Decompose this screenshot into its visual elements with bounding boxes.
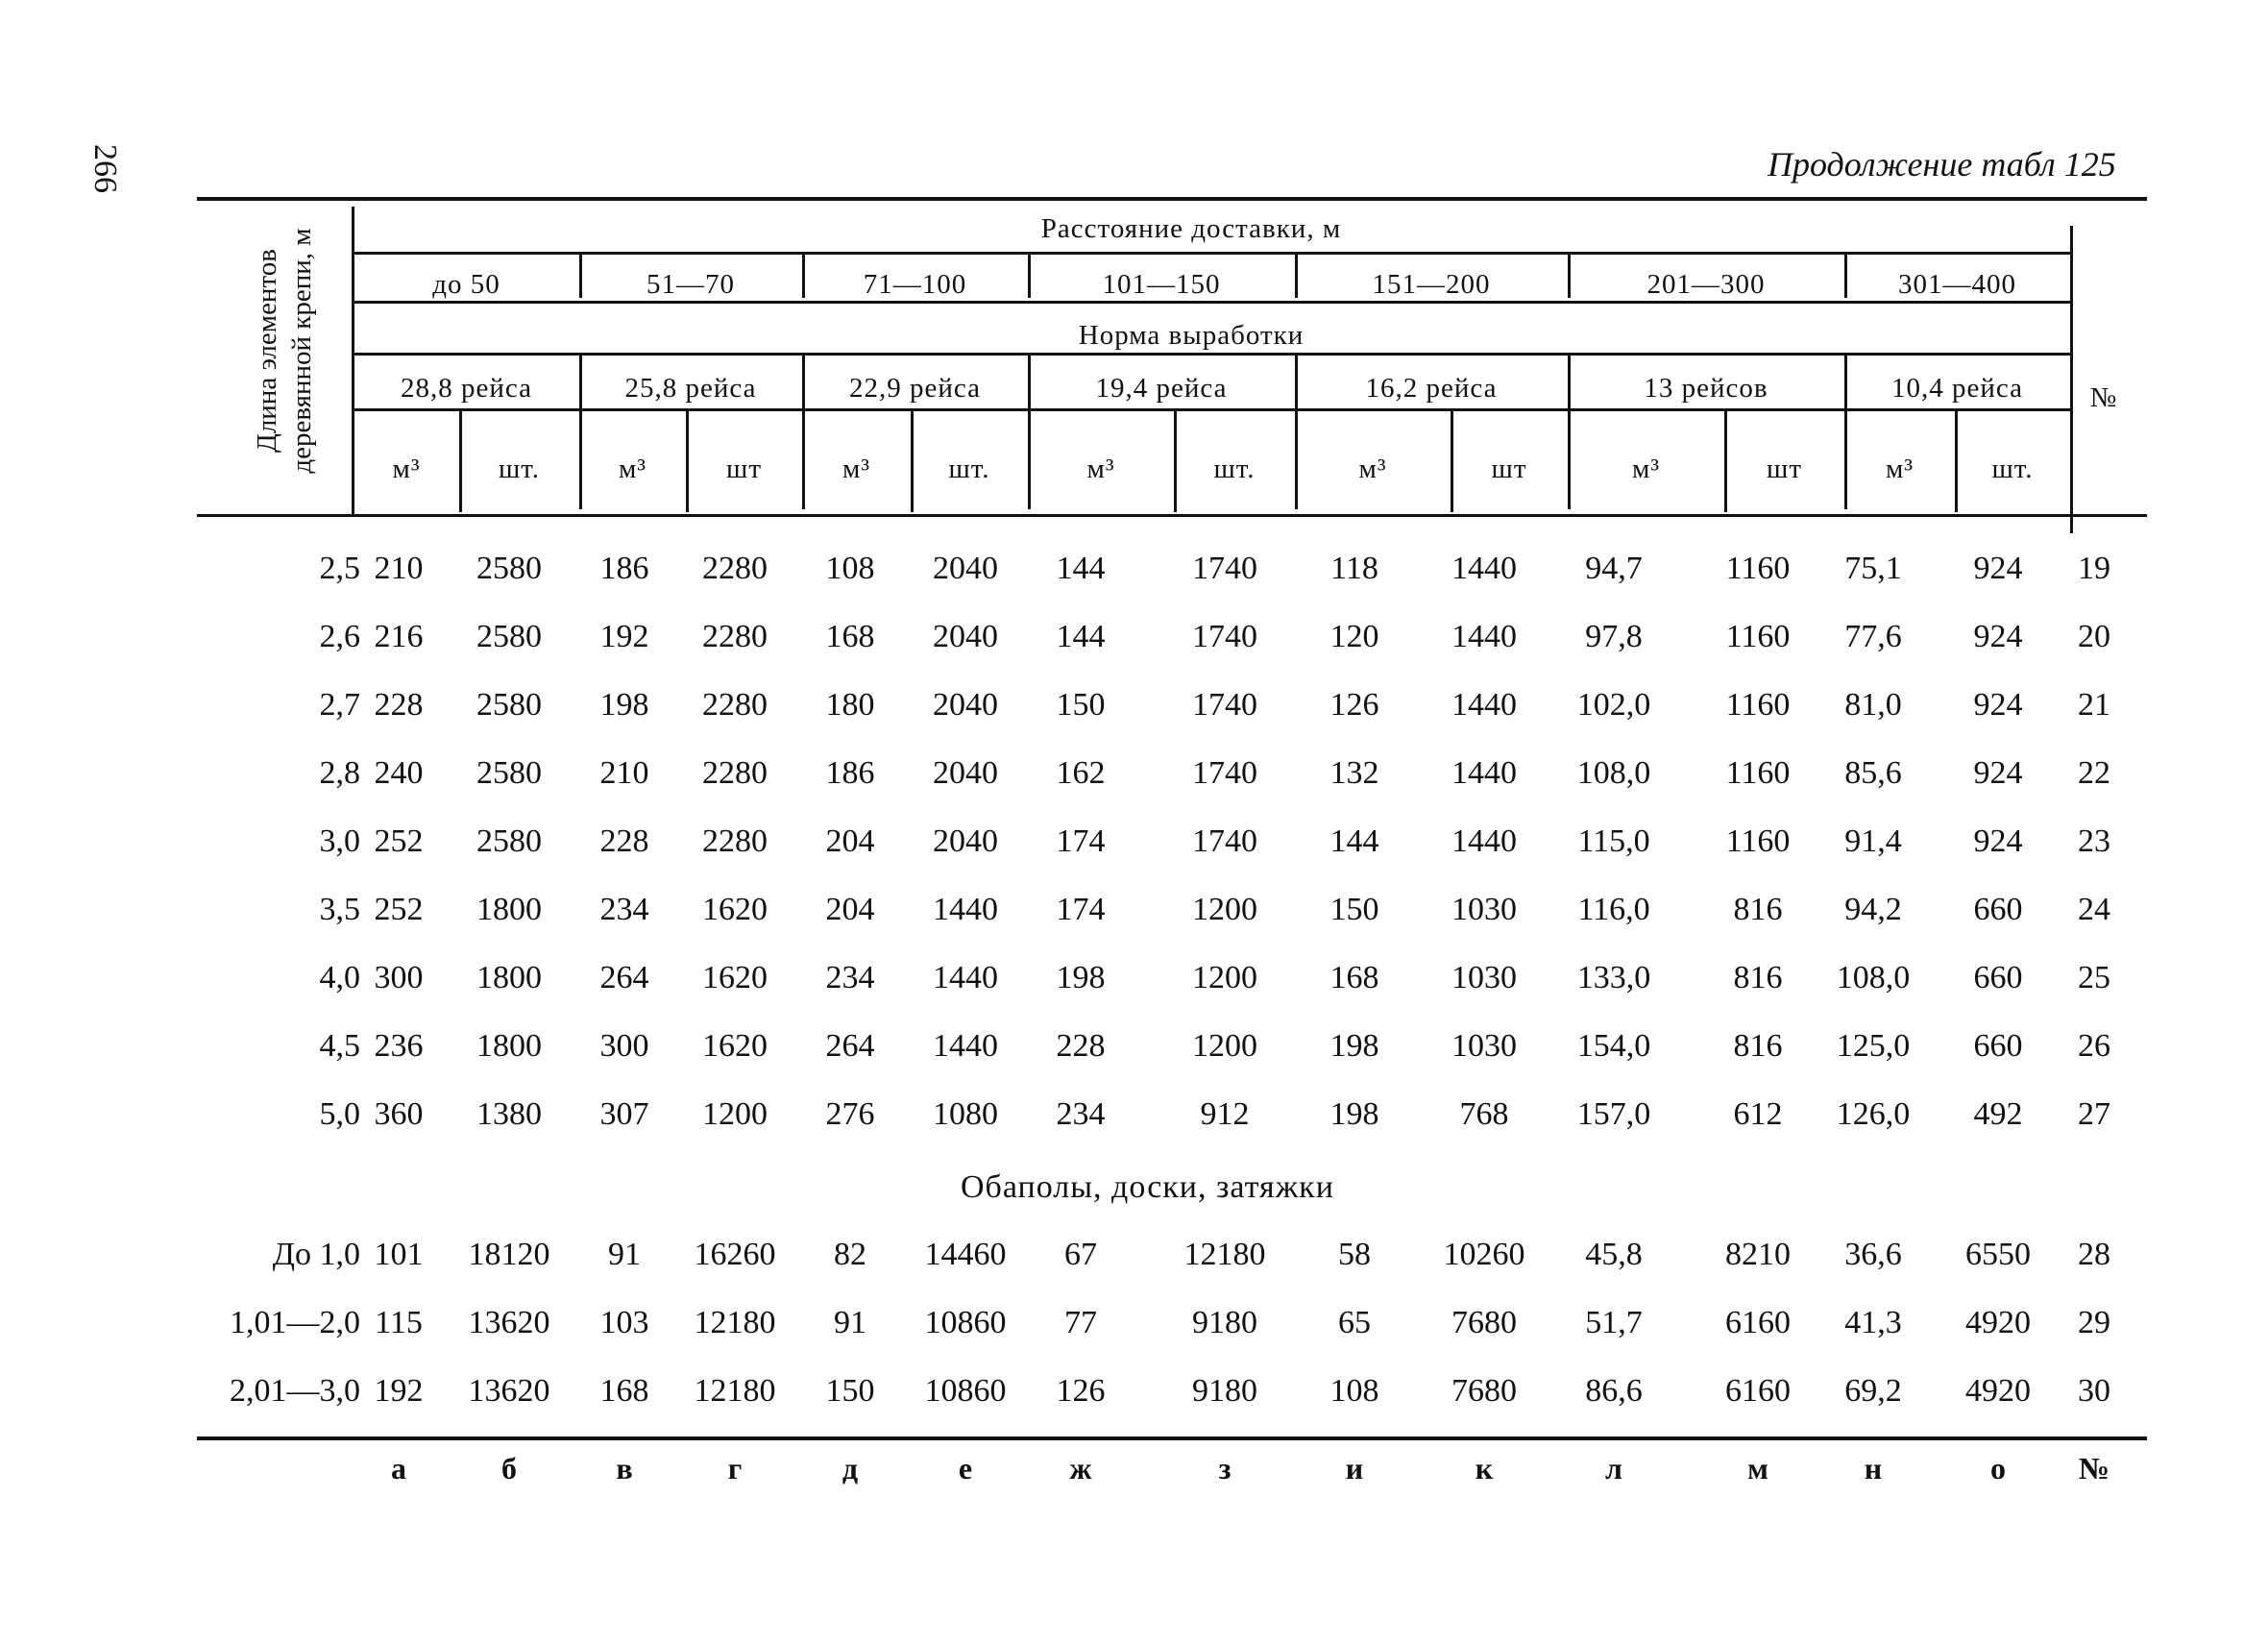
table-row2-cell: 115	[375, 1305, 423, 1340]
table-row-cell: 4,0	[319, 960, 360, 995]
unit-label: м³	[392, 454, 421, 484]
table-row-cell: 108,0	[1576, 755, 1651, 791]
unit-divider	[911, 411, 914, 512]
norm-rule	[354, 353, 2070, 356]
table-row-cell: 2280	[702, 619, 768, 654]
table-row-cell: 924	[1973, 823, 2023, 859]
table-row-cell: 924	[1973, 619, 2023, 654]
table-row-cell: 1440	[933, 892, 998, 927]
distance-group-divider	[1295, 255, 1298, 298]
column-letter: н	[1864, 1451, 1883, 1485]
table-row-cell: 118	[1330, 551, 1378, 586]
table-row-cell: 85,6	[1844, 755, 1902, 791]
table-row-cell: 116,0	[1577, 892, 1650, 927]
table-row-cell: 26	[2078, 1028, 2110, 1064]
table-row-cell: 120	[1329, 619, 1379, 654]
table-row2-cell: 41,3	[1844, 1305, 1902, 1340]
table-row2-cell: 4920	[1965, 1305, 2031, 1340]
column-letter: №	[2078, 1451, 2110, 1485]
table-row-cell: 2040	[933, 619, 998, 654]
table-row-cell: 204	[825, 823, 875, 859]
table-row2-cell: 45,8	[1585, 1237, 1643, 1272]
table-row-cell: 216	[374, 619, 424, 654]
table-row-cell: 2040	[933, 823, 998, 859]
table-row-cell: 1160	[1725, 619, 1791, 654]
distance-title: Расстояние доставки, м	[1040, 213, 1342, 244]
table-row-cell: 2,6	[319, 619, 360, 654]
distance-group: 151—200	[1372, 269, 1491, 300]
table-row2-cell: 126	[1056, 1373, 1106, 1409]
unit-label: м³	[1358, 454, 1387, 484]
table-row2-cell: 51,7	[1585, 1305, 1643, 1340]
norm-title: Норма выработки	[1078, 320, 1305, 351]
unit-divider	[1174, 411, 1177, 512]
table-row2-cell: 2,01—3,0	[230, 1373, 360, 1409]
table-row-cell: 3,5	[319, 892, 360, 927]
table-row-cell: 94,7	[1585, 551, 1643, 586]
table-row-cell: 264	[599, 960, 649, 995]
column-letter: в	[616, 1451, 633, 1485]
table-row-cell: 360	[374, 1096, 424, 1132]
column-letter: г	[727, 1451, 743, 1485]
table-row-cell: 612	[1733, 1096, 1783, 1132]
unit-divider	[1724, 411, 1727, 512]
table-row-cell: 198	[1056, 960, 1106, 995]
table-row-cell: 25	[2078, 960, 2110, 995]
table-row-cell: 2040	[933, 687, 998, 723]
table-bottom-rule	[197, 1436, 2147, 1440]
header-bottom-rule	[197, 514, 2147, 517]
section2-title: Обаполы, доски, затяжки	[961, 1169, 1334, 1205]
table-row-cell: 2280	[702, 687, 768, 723]
table-row-cell: 1030	[1451, 892, 1517, 927]
table-row-cell: 19	[2078, 551, 2110, 586]
table-row-cell: 2,5	[319, 551, 360, 586]
table-row-cell: 3,0	[319, 823, 360, 859]
table-row-cell: 4,5	[319, 1028, 360, 1064]
table-row-cell: 1200	[1192, 892, 1257, 927]
table-row-cell: 1030	[1451, 1028, 1517, 1064]
table-row-cell: 660	[1973, 1028, 2023, 1064]
table-row2-cell: 6550	[1965, 1237, 2031, 1272]
table-row2-cell: 1,01—2,0	[230, 1305, 360, 1340]
table-row-cell: 198	[1329, 1028, 1379, 1064]
distance-group: 101—150	[1102, 269, 1221, 300]
norm-value: 25,8 рейса	[624, 373, 757, 404]
column-letter: а	[391, 1451, 406, 1485]
table-row2-cell: 6160	[1725, 1373, 1791, 1409]
table-row-cell: 174	[1056, 823, 1106, 859]
table-row-cell: 768	[1459, 1096, 1509, 1132]
table-row-cell: 210	[374, 551, 424, 586]
unit-label: м³	[1086, 454, 1115, 484]
table-row-cell: 912	[1200, 1096, 1250, 1132]
table-row-cell: 21	[2078, 687, 2110, 723]
table-row-cell: 2280	[702, 823, 768, 859]
table-row2-cell: 86,6	[1585, 1373, 1643, 1409]
table-row-cell: 150	[1056, 687, 1106, 723]
table-row2-cell: 6160	[1725, 1305, 1791, 1340]
table-caption: Продолжение табл 125	[1768, 145, 2116, 184]
table-row2-cell: 7680	[1451, 1373, 1517, 1409]
table-row-cell: 1080	[933, 1096, 998, 1132]
table-row-cell: 307	[599, 1096, 649, 1132]
distance-group-divider	[579, 255, 582, 298]
table-row-cell: 168	[825, 619, 875, 654]
table-row-cell: 1160	[1725, 823, 1791, 859]
table-row-cell: 186	[825, 755, 875, 791]
unit-divider	[1451, 411, 1453, 512]
norm-divider	[579, 356, 582, 509]
table-row-cell: 5,0	[319, 1096, 360, 1132]
unit-label: м³	[841, 454, 871, 484]
table-row-cell: 23	[2078, 823, 2110, 859]
table-row-cell: 1200	[702, 1096, 768, 1132]
table-row-cell: 157,0	[1576, 1096, 1651, 1132]
table-row2-cell: 150	[825, 1373, 875, 1409]
table-row-cell: 81,0	[1844, 687, 1902, 723]
table-row-cell: 2,8	[319, 755, 360, 791]
norm-value: 19,4 рейса	[1095, 373, 1228, 404]
table-row2-cell: 192	[374, 1373, 424, 1409]
table-row2-cell: 12180	[1183, 1237, 1266, 1272]
table-row-cell: 252	[374, 823, 424, 859]
table-row2-cell: 30	[2078, 1373, 2110, 1409]
table-row-cell: 1440	[1451, 619, 1517, 654]
unit-label: шт.	[498, 454, 541, 484]
table-row-cell: 1620	[702, 892, 768, 927]
table-row-cell: 174	[1056, 892, 1106, 927]
table-row-cell: 1740	[1192, 619, 1257, 654]
column-letter: б	[501, 1451, 517, 1485]
table-row2-cell: 36,6	[1844, 1237, 1902, 1272]
table-row2-cell: 13620	[468, 1373, 550, 1409]
table-row-cell: 816	[1733, 892, 1783, 927]
unit-label: м³	[1885, 454, 1914, 484]
table-row-cell: 924	[1973, 551, 2023, 586]
table-row-cell: 108,0	[1836, 960, 1911, 995]
table-row2-cell: 58	[1338, 1237, 1371, 1272]
table-row-cell: 924	[1973, 755, 2023, 791]
table-row-cell: 154,0	[1576, 1028, 1651, 1064]
table-row-cell: 1800	[476, 1028, 542, 1064]
distance-group-divider	[1568, 255, 1571, 298]
table-row-cell: 1160	[1725, 687, 1791, 723]
table-row-cell: 204	[825, 892, 875, 927]
table-row-cell: 198	[1329, 1096, 1379, 1132]
table-row2-cell: 65	[1338, 1305, 1371, 1340]
table-row-cell: 1440	[1451, 551, 1517, 586]
table-row2-cell: 69,2	[1844, 1373, 1902, 1409]
table-row-cell: 168	[1329, 960, 1379, 995]
column-letter: о	[1990, 1451, 2006, 1485]
norm-divider	[802, 356, 805, 509]
table-row-cell: 1380	[476, 1096, 542, 1132]
norm-divider	[1295, 356, 1298, 509]
table-row2-cell: 4920	[1965, 1373, 2031, 1409]
table-row-cell: 1740	[1192, 823, 1257, 859]
table-row-cell: 2580	[476, 619, 542, 654]
table-row2-cell: 12180	[694, 1305, 776, 1340]
table-row-cell: 300	[374, 960, 424, 995]
table-row-cell: 2280	[702, 755, 768, 791]
column-letter: к	[1475, 1451, 1494, 1485]
distance-group: до 50	[432, 269, 500, 300]
header-top-rule	[197, 197, 2147, 201]
column-letter: л	[1605, 1451, 1622, 1485]
unit-label: шт	[725, 454, 762, 484]
table-row-cell: 1160	[1725, 551, 1791, 586]
table-row2-cell: 18120	[468, 1237, 550, 1272]
column-letter: и	[1345, 1451, 1364, 1485]
table-row-cell: 660	[1973, 960, 2023, 995]
table-row-cell: 228	[374, 687, 424, 723]
table-row-cell: 24	[2078, 892, 2110, 927]
table-row2-cell: 8210	[1725, 1237, 1791, 1272]
column-letter: ж	[1069, 1451, 1092, 1485]
table-row-cell: 144	[1329, 823, 1379, 859]
column-letter: з	[1218, 1451, 1232, 1485]
unit-divider	[459, 411, 462, 512]
table-row-cell: 1200	[1192, 960, 1257, 995]
table-row-cell: 20	[2078, 619, 2110, 654]
table-row-cell: 1740	[1192, 755, 1257, 791]
unit-label: шт	[1491, 454, 1527, 484]
table-row2-cell: 91	[608, 1237, 641, 1272]
distance-group-divider	[1028, 255, 1031, 298]
distance-groups-rule	[354, 301, 2070, 304]
table-row2-cell: 7680	[1451, 1305, 1517, 1340]
distance-group: 51—70	[646, 269, 735, 300]
table-row-cell: 2580	[476, 551, 542, 586]
table-row-cell: 2040	[933, 551, 998, 586]
table-row-cell: 228	[599, 823, 649, 859]
norms-rule	[354, 408, 2070, 411]
table-row-cell: 133,0	[1576, 960, 1651, 995]
page-number: 266	[87, 144, 123, 193]
table-row-cell: 91,4	[1844, 823, 1902, 859]
table-row-cell: 300	[599, 1028, 649, 1064]
table-row2-cell: 9180	[1192, 1305, 1257, 1340]
distance-rule	[354, 252, 2070, 255]
table-row2-cell: 29	[2078, 1305, 2110, 1340]
table-row-cell: 108	[825, 551, 875, 586]
unit-label: м³	[1631, 454, 1661, 484]
table-row-cell: 276	[825, 1096, 875, 1132]
table-row-cell: 1440	[1451, 687, 1517, 723]
table-row-cell: 115,0	[1577, 823, 1650, 859]
table-row2-cell: 168	[599, 1373, 649, 1409]
table-row-cell: 125,0	[1836, 1028, 1911, 1064]
table-row2-cell: 91	[834, 1305, 866, 1340]
table-row-cell: 27	[2078, 1096, 2110, 1132]
table-row-cell: 492	[1973, 1096, 2023, 1132]
table-row-cell: 22	[2078, 755, 2110, 791]
table-row-cell: 816	[1733, 1028, 1783, 1064]
table-row-cell: 1800	[476, 892, 542, 927]
table-row-cell: 210	[599, 755, 649, 791]
norm-value: 13 рейсов	[1644, 373, 1768, 404]
table-row-cell: 162	[1056, 755, 1106, 791]
table-row-cell: 1440	[933, 960, 998, 995]
distance-group-divider	[802, 255, 805, 298]
column-letter: е	[958, 1451, 973, 1485]
table-row-cell: 1740	[1192, 551, 1257, 586]
unit-divider	[686, 411, 689, 512]
table-row2-cell: 82	[834, 1237, 866, 1272]
table-row-cell: 198	[599, 687, 649, 723]
column-letter: м	[1747, 1451, 1768, 1485]
num-header: №	[2089, 382, 2118, 413]
stub-header	[250, 202, 319, 500]
unit-label: шт.	[1991, 454, 2034, 484]
table-row-cell: 144	[1056, 551, 1106, 586]
table-row2-cell: 28	[2078, 1237, 2110, 1272]
table-row-cell: 2040	[933, 755, 998, 791]
table-row2-cell: 108	[1329, 1373, 1379, 1409]
norm-value: 22,9 рейса	[849, 373, 981, 404]
table-row-cell: 150	[1329, 892, 1379, 927]
table-row-cell: 1740	[1192, 687, 1257, 723]
table-row2-cell: 103	[599, 1305, 649, 1340]
distance-group: 71—100	[863, 269, 967, 300]
table-row-cell: 1620	[702, 1028, 768, 1064]
table-row2-cell: 10260	[1443, 1237, 1525, 1272]
norm-divider	[1568, 356, 1571, 509]
table-row-cell: 2580	[476, 687, 542, 723]
table-row-cell: 102,0	[1576, 687, 1651, 723]
table-row-cell: 1620	[702, 960, 768, 995]
table-row-cell: 660	[1973, 892, 2023, 927]
table-row2-cell: 13620	[468, 1305, 550, 1340]
table-row-cell: 2580	[476, 823, 542, 859]
table-row-cell: 234	[599, 892, 649, 927]
table-row2-cell: 77	[1064, 1305, 1097, 1340]
table-row-cell: 132	[1329, 755, 1379, 791]
table-row-cell: 77,6	[1844, 619, 1902, 654]
unit-label: шт.	[1213, 454, 1256, 484]
table-row-cell: 1440	[1451, 755, 1517, 791]
norm-divider	[1844, 356, 1847, 509]
stub-header-line: деревянной крепи, м	[286, 228, 317, 474]
table-row2-cell: 101	[374, 1237, 424, 1272]
distance-group-divider	[1844, 255, 1847, 298]
table-row-cell: 126	[1329, 687, 1379, 723]
unit-label: м³	[618, 454, 647, 484]
table-row-cell: 2580	[476, 755, 542, 791]
norm-value: 10,4 рейса	[1891, 373, 2023, 404]
unit-divider	[1955, 411, 1958, 512]
table-row-cell: 2280	[702, 551, 768, 586]
distance-group: 301—400	[1898, 269, 2016, 300]
table-row2-cell: 12180	[694, 1373, 776, 1409]
table-row-cell: 1160	[1725, 755, 1791, 791]
table-row-cell: 192	[599, 619, 649, 654]
norm-value: 28,8 рейса	[401, 373, 532, 404]
stub-header-line: Длина элементов	[252, 249, 282, 453]
table-row-cell: 1440	[933, 1028, 998, 1064]
table-row-cell: 144	[1056, 619, 1106, 654]
unit-label: шт.	[948, 454, 990, 484]
table-row2-cell: 14460	[924, 1237, 1007, 1272]
table-row-cell: 1440	[1451, 823, 1517, 859]
table-row-cell: 924	[1973, 687, 2023, 723]
table-row2-cell: 10860	[924, 1373, 1007, 1409]
table-row-cell: 1200	[1192, 1028, 1257, 1064]
num-border	[2070, 226, 2073, 533]
table-row-cell: 97,8	[1585, 619, 1643, 654]
table-row-cell: 816	[1733, 960, 1783, 995]
table-row-cell: 126,0	[1836, 1096, 1911, 1132]
table-row2-cell: 16260	[694, 1237, 776, 1272]
table-row-cell: 228	[1056, 1028, 1106, 1064]
table-row-cell: 234	[1056, 1096, 1106, 1132]
table-row-cell: 180	[825, 687, 875, 723]
norm-divider	[1028, 356, 1031, 509]
distance-group: 201—300	[1646, 269, 1766, 300]
column-letter: д	[841, 1451, 859, 1485]
table-row-cell: 2,7	[319, 687, 360, 723]
table-row-cell: 94,2	[1844, 892, 1902, 927]
table-row2-cell: 67	[1064, 1237, 1097, 1272]
table-row-cell: 1800	[476, 960, 542, 995]
table-row2-cell: До 1,0	[272, 1237, 360, 1272]
norm-value: 16,2 рейса	[1365, 373, 1498, 404]
table-row-cell: 1030	[1451, 960, 1517, 995]
table-row-cell: 234	[825, 960, 875, 995]
table-row2-cell: 10860	[924, 1305, 1007, 1340]
table-row-cell: 186	[599, 551, 649, 586]
table-row2-cell: 9180	[1192, 1373, 1257, 1409]
table-row-cell: 264	[825, 1028, 875, 1064]
table-row-cell: 240	[374, 755, 424, 791]
unit-label: шт	[1766, 454, 1802, 484]
table-row-cell: 75,1	[1844, 551, 1902, 586]
table-row-cell: 236	[374, 1028, 424, 1064]
table-row-cell: 252	[374, 892, 424, 927]
